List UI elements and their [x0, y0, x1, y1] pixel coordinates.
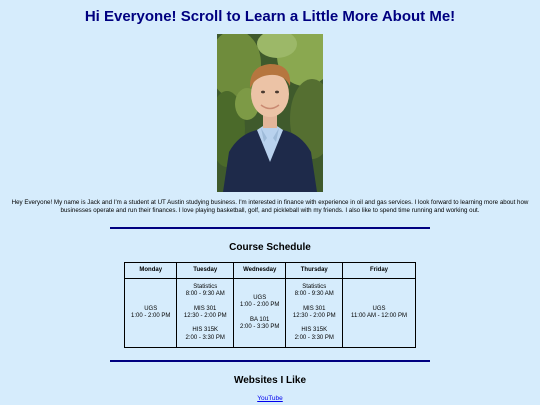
course-time: 1:00 - 2:00 PM: [131, 313, 171, 319]
schedule-heading: Course Schedule: [229, 242, 311, 253]
course-time: 12:30 - 2:00 PM: [292, 313, 336, 319]
course-time: 2:00 - 3:30 PM: [185, 334, 225, 341]
websites-heading: Websites I Like: [233, 375, 307, 386]
portrait-photo-icon: [217, 34, 323, 192]
course-name: Statistics: [193, 283, 218, 290]
course-time: 1:00 - 2:00 PM: [240, 302, 280, 309]
course-entry: [178, 327, 232, 342]
column-header-monday: Monday: [125, 263, 177, 279]
course-schedule-table: [124, 262, 416, 348]
course-time: 2:00 - 3:30 PM: [240, 323, 280, 330]
course-entry: [126, 306, 175, 321]
course-name: HIS 315K: [192, 327, 219, 334]
course-name: BA 101: [250, 316, 270, 323]
course-entry: [344, 306, 414, 321]
course-entry: [287, 327, 341, 342]
youtube-link[interactable]: YouTube: [257, 395, 283, 402]
course-time: 2:00 - 3:30 PM: [294, 334, 334, 341]
course-entry: [287, 306, 341, 321]
websites-list: [0, 395, 540, 402]
column-header-wednesday: Wednesday: [234, 263, 286, 279]
course-entry: [178, 306, 232, 321]
profile-photo: [217, 34, 323, 192]
bio-paragraph: Hey Everyone! My name is Jack and I'm a student at UT Austin studying business. I'm interested in finance with experience in oil and gas services. I look forward to learning more about how businesses operate and run their finances. I love playing basketball, golf, and pickleball with my friends. I also like to spend time running and working out.: [11, 199, 529, 214]
monday-cell: [125, 279, 177, 348]
table-header-row: [125, 263, 416, 279]
course-name: UGS: [372, 305, 386, 312]
friday-cell: [343, 279, 416, 348]
table-row: [125, 279, 416, 348]
wednesday-cell: [234, 279, 286, 348]
course-name: Statistics: [302, 283, 327, 290]
column-header-friday: Friday: [343, 263, 416, 279]
section-divider: [110, 227, 430, 229]
course-name: MIS 301: [303, 305, 326, 312]
course-time: 12:30 - 2:00 PM: [183, 313, 227, 319]
course-entry: [178, 284, 232, 299]
course-time: 11:00 AM - 12:00 PM: [351, 313, 407, 319]
page-title: Hi Everyone! Scroll to Learn a Little More About Me!: [84, 8, 456, 25]
course-time: 8:00 - 9:30 AM: [294, 291, 334, 298]
course-name: HIS 315K: [301, 327, 328, 334]
course-name: MIS 301: [194, 305, 217, 312]
course-entry: [235, 317, 284, 332]
column-header-tuesday: Tuesday: [177, 263, 234, 279]
course-entry: [287, 284, 341, 299]
course-name: UGS: [144, 305, 158, 312]
column-header-thursday: Thursday: [286, 263, 343, 279]
course-entry: [235, 295, 284, 310]
thursday-cell: [286, 279, 343, 348]
course-name: UGS: [253, 294, 267, 301]
tuesday-cell: [177, 279, 234, 348]
section-divider: [110, 360, 430, 362]
course-time: 8:00 - 9:30 AM: [185, 291, 225, 298]
